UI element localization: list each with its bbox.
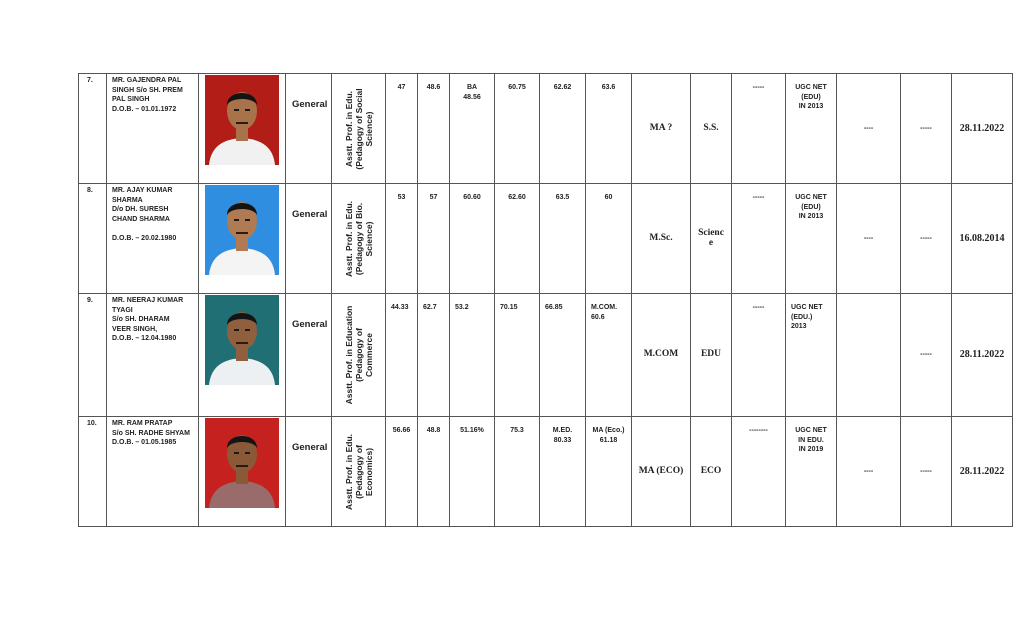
marks-1: 53: [386, 184, 418, 294]
column-dash: -----: [732, 74, 786, 184]
column-blank-1: [837, 294, 901, 417]
column-blank-1: ----: [837, 184, 901, 294]
marks-3: BA 48.56: [450, 74, 495, 184]
marks-6: 60: [586, 184, 632, 294]
joining-date: 28.11.2022: [952, 417, 1013, 527]
serial-number: 7.: [79, 74, 107, 184]
post-applied: Asstt. Prof. in Edu. (Pedagogy of Social Science): [332, 74, 386, 184]
photo-cell: [199, 417, 286, 527]
marks-4: 62.60: [495, 184, 540, 294]
marks-2: 48.8: [418, 417, 450, 527]
serial-number: 8.: [79, 184, 107, 294]
category: General: [286, 74, 332, 184]
column-blank-1: ----: [837, 417, 901, 527]
joining-date: 28.11.2022: [952, 294, 1013, 417]
category: General: [286, 417, 332, 527]
photo-cell: [199, 74, 286, 184]
candidate-photo: [205, 185, 279, 275]
marks-6: 63.6: [586, 74, 632, 184]
candidates-table: [78, 73, 1013, 527]
subject: Scienc e: [691, 184, 732, 294]
qualification: M.COM: [632, 294, 691, 417]
qualification: M.Sc.: [632, 184, 691, 294]
post-applied: Asstt. Prof. in Edu. (Pedagogy of Bio. Science): [332, 184, 386, 294]
category: General: [286, 184, 332, 294]
subject: S.S.: [691, 74, 732, 184]
marks-1: 56.66: [386, 417, 418, 527]
joining-date: 28.11.2022: [952, 74, 1013, 184]
column-blank-2: -----: [901, 74, 952, 184]
marks-5: 66.85: [540, 294, 586, 417]
ugc-net: UGC NET (EDU) IN 2013: [786, 184, 837, 294]
ugc-net: UGC NET (EDU.) 2013: [786, 294, 837, 417]
marks-1: 47: [386, 74, 418, 184]
post-applied: Asstt. Prof. in Edu. (Pedagogy of Economics): [332, 417, 386, 527]
candidate-name: MR. NEERAJ KUMAR TYAGI S/o SH. DHARAM VEER SINGH, D.O.B. – 12.04.1980: [107, 294, 199, 417]
marks-2: 62.7: [418, 294, 450, 417]
candidate-name: MR. AJAY KUMAR SHARMA D/o DH. SURESH CHAND SHARMA D.O.B. – 20.02.1980: [107, 184, 199, 294]
joining-date: 16.08.2014: [952, 184, 1013, 294]
photo-cell: [199, 294, 286, 417]
marks-4: 70.15: [495, 294, 540, 417]
table-row: [79, 184, 1013, 294]
marks-1: 44.33: [386, 294, 418, 417]
ugc-net: UGC NET IN EDU. IN 2019: [786, 417, 837, 527]
marks-3: 51.16%: [450, 417, 495, 527]
marks-4: 75.3: [495, 417, 540, 527]
post-applied: Asstt. Prof. in Education (Pedagogy of Commerce: [332, 294, 386, 417]
candidate-name: MR. RAM PRATAP S/o SH. RADHE SHYAM D.O.B. – 01.05.1985: [107, 417, 199, 527]
marks-5: 62.62: [540, 74, 586, 184]
subject: ECO: [691, 417, 732, 527]
marks-2: 48.6: [418, 74, 450, 184]
table-row: [79, 294, 1013, 417]
candidate-photo: [205, 418, 279, 508]
column-blank-2: -----: [901, 417, 952, 527]
subject: EDU: [691, 294, 732, 417]
category: General: [286, 294, 332, 417]
marks-6: MA (Eco.) 61.18: [586, 417, 632, 527]
qualification: MA ?: [632, 74, 691, 184]
photo-cell: [199, 184, 286, 294]
marks-5: M.ED. 80.33: [540, 417, 586, 527]
marks-5: 63.5: [540, 184, 586, 294]
candidate-photo: [205, 75, 279, 165]
column-dash: -----: [732, 294, 786, 417]
column-blank-2: -----: [901, 184, 952, 294]
marks-3: 53.2: [450, 294, 495, 417]
qualification: MA (ECO): [632, 417, 691, 527]
serial-number: 10.: [79, 417, 107, 527]
marks-6: M.COM. 60.6: [586, 294, 632, 417]
serial-number: 9.: [79, 294, 107, 417]
column-dash: --------: [732, 417, 786, 527]
marks-2: 57: [418, 184, 450, 294]
column-blank-2: -----: [901, 294, 952, 417]
candidate-name: MR. GAJENDRA PAL SINGH S/o SH. PREM PAL SINGH D.O.B. – 01.01.1972: [107, 74, 199, 184]
marks-4: 60.75: [495, 74, 540, 184]
candidate-photo: [205, 295, 279, 385]
ugc-net: UGC NET (EDU) IN 2013: [786, 74, 837, 184]
table-row: [79, 417, 1013, 527]
table-row: [79, 74, 1013, 184]
marks-3: 60.60: [450, 184, 495, 294]
column-blank-1: ----: [837, 74, 901, 184]
column-dash: -----: [732, 184, 786, 294]
